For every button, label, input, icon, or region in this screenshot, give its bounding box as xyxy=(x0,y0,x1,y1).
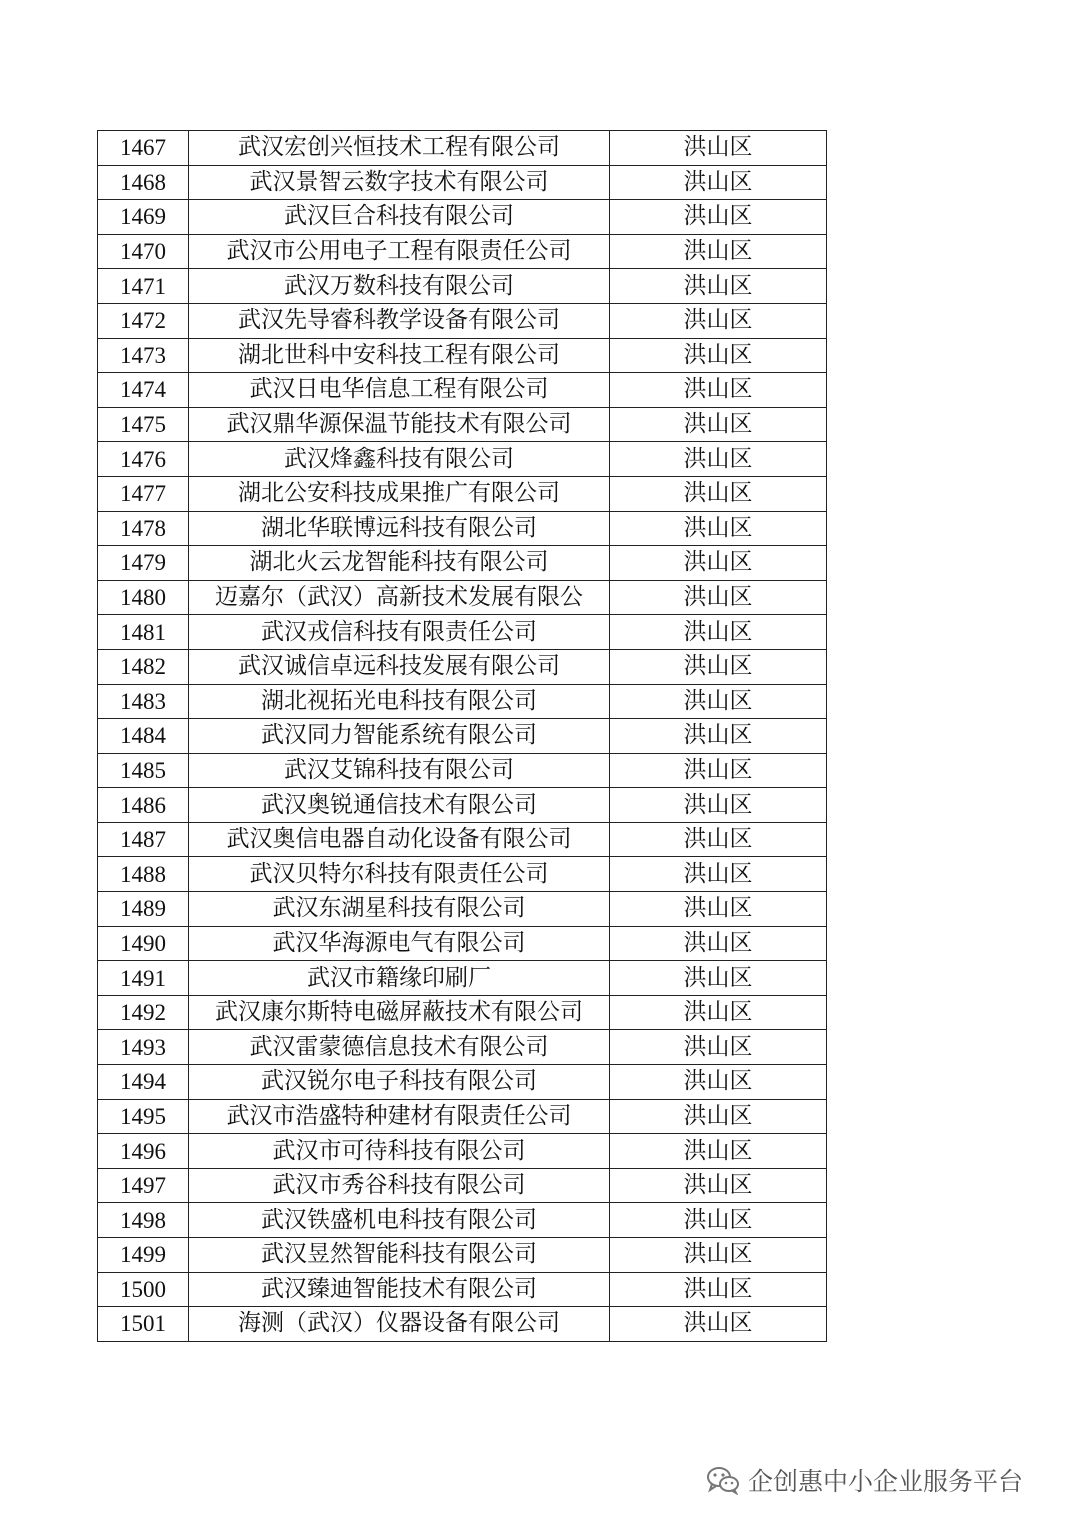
table-row xyxy=(98,857,827,892)
row-number: 1496 xyxy=(98,1134,189,1169)
row-number: 1474 xyxy=(98,373,189,408)
table-row xyxy=(98,649,827,684)
table-row xyxy=(98,511,827,546)
company-table-body xyxy=(98,131,827,1342)
district: 洪山区 xyxy=(610,892,827,927)
table-row xyxy=(98,1030,827,1065)
district: 洪山区 xyxy=(610,1238,827,1273)
table-row xyxy=(98,995,827,1030)
table-row xyxy=(98,892,827,927)
row-number: 1471 xyxy=(98,269,189,304)
table-row xyxy=(98,1134,827,1169)
table-row xyxy=(98,684,827,719)
table-row xyxy=(98,476,827,511)
company-name: 湖北公安科技成果推广有限公司 xyxy=(189,476,610,511)
district: 洪山区 xyxy=(610,1272,827,1307)
district: 洪山区 xyxy=(610,684,827,719)
company-name: 武汉同力智能系统有限公司 xyxy=(189,719,610,754)
row-number: 1469 xyxy=(98,200,189,235)
company-name: 武汉日电华信息工程有限公司 xyxy=(189,373,610,408)
company-name: 海测（武汉）仪器设备有限公司 xyxy=(189,1307,610,1342)
district: 洪山区 xyxy=(610,1099,827,1134)
row-number: 1498 xyxy=(98,1203,189,1238)
row-number: 1467 xyxy=(98,131,189,166)
company-name: 武汉贝特尔科技有限责任公司 xyxy=(189,857,610,892)
table-row xyxy=(98,200,827,235)
district: 洪山区 xyxy=(610,788,827,823)
table-row xyxy=(98,1065,827,1100)
row-number: 1499 xyxy=(98,1238,189,1273)
table-row xyxy=(98,580,827,615)
row-number: 1493 xyxy=(98,1030,189,1065)
table-row xyxy=(98,1238,827,1273)
table-row xyxy=(98,442,827,477)
company-name: 武汉铁盛机电科技有限公司 xyxy=(189,1203,610,1238)
table-row xyxy=(98,1168,827,1203)
district: 洪山区 xyxy=(610,961,827,996)
district: 洪山区 xyxy=(610,615,827,650)
row-number: 1488 xyxy=(98,857,189,892)
company-table xyxy=(97,130,827,1342)
row-number: 1480 xyxy=(98,580,189,615)
row-number: 1494 xyxy=(98,1065,189,1100)
company-name: 武汉万数科技有限公司 xyxy=(189,269,610,304)
district: 洪山区 xyxy=(610,995,827,1030)
company-name: 武汉华海源电气有限公司 xyxy=(189,926,610,961)
row-number: 1481 xyxy=(98,615,189,650)
table-row xyxy=(98,1307,827,1342)
row-number: 1497 xyxy=(98,1168,189,1203)
company-name: 武汉先导睿科教学设备有限公司 xyxy=(189,303,610,338)
row-number: 1470 xyxy=(98,234,189,269)
row-number: 1477 xyxy=(98,476,189,511)
table-row xyxy=(98,1203,827,1238)
company-name: 武汉鼎华源保温节能技术有限公司 xyxy=(189,407,610,442)
company-name: 武汉康尔斯特电磁屏蔽技术有限公司 xyxy=(189,995,610,1030)
watermark xyxy=(706,1462,1023,1498)
company-name: 武汉昱然智能科技有限公司 xyxy=(189,1238,610,1273)
table-row xyxy=(98,303,827,338)
row-number: 1485 xyxy=(98,753,189,788)
district: 洪山区 xyxy=(610,822,827,857)
district: 洪山区 xyxy=(610,1065,827,1100)
table-row xyxy=(98,753,827,788)
table-row xyxy=(98,788,827,823)
row-number: 1484 xyxy=(98,719,189,754)
district: 洪山区 xyxy=(610,338,827,373)
table-row xyxy=(98,338,827,373)
district: 洪山区 xyxy=(610,511,827,546)
row-number: 1491 xyxy=(98,961,189,996)
table-row xyxy=(98,719,827,754)
company-name: 武汉锐尔电子科技有限公司 xyxy=(189,1065,610,1100)
district: 洪山区 xyxy=(610,476,827,511)
district: 洪山区 xyxy=(610,719,827,754)
company-name: 武汉市公用电子工程有限责任公司 xyxy=(189,234,610,269)
district: 洪山区 xyxy=(610,200,827,235)
company-name: 武汉东湖星科技有限公司 xyxy=(189,892,610,927)
company-name: 武汉艾锦科技有限公司 xyxy=(189,753,610,788)
table-row xyxy=(98,131,827,166)
district: 洪山区 xyxy=(610,1307,827,1342)
row-number: 1486 xyxy=(98,788,189,823)
company-name: 武汉市籍缘印刷厂 xyxy=(189,961,610,996)
company-name: 武汉臻迪智能技术有限公司 xyxy=(189,1272,610,1307)
table-row xyxy=(98,546,827,581)
row-number: 1501 xyxy=(98,1307,189,1342)
table-row xyxy=(98,926,827,961)
company-name: 武汉市可待科技有限公司 xyxy=(189,1134,610,1169)
company-name: 武汉景智云数字技术有限公司 xyxy=(189,165,610,200)
wechat-icon xyxy=(706,1465,740,1495)
company-name: 湖北世科中安科技工程有限公司 xyxy=(189,338,610,373)
row-number: 1483 xyxy=(98,684,189,719)
district: 洪山区 xyxy=(610,649,827,684)
district: 洪山区 xyxy=(610,373,827,408)
district: 洪山区 xyxy=(610,234,827,269)
company-name: 武汉戎信科技有限责任公司 xyxy=(189,615,610,650)
district: 洪山区 xyxy=(610,131,827,166)
district: 洪山区 xyxy=(610,1203,827,1238)
row-number: 1487 xyxy=(98,822,189,857)
district: 洪山区 xyxy=(610,269,827,304)
district: 洪山区 xyxy=(610,1134,827,1169)
row-number: 1476 xyxy=(98,442,189,477)
company-name: 武汉巨合科技有限公司 xyxy=(189,200,610,235)
company-name: 武汉烽鑫科技有限公司 xyxy=(189,442,610,477)
row-number: 1490 xyxy=(98,926,189,961)
district: 洪山区 xyxy=(610,1168,827,1203)
row-number: 1475 xyxy=(98,407,189,442)
row-number: 1495 xyxy=(98,1099,189,1134)
row-number: 1479 xyxy=(98,546,189,581)
company-name: 湖北视拓光电科技有限公司 xyxy=(189,684,610,719)
company-name: 武汉诚信卓远科技发展有限公司 xyxy=(189,649,610,684)
company-name: 武汉奥信电器自动化设备有限公司 xyxy=(189,822,610,857)
company-name: 武汉市浩盛特种建材有限责任公司 xyxy=(189,1099,610,1134)
row-number: 1473 xyxy=(98,338,189,373)
district: 洪山区 xyxy=(610,546,827,581)
district: 洪山区 xyxy=(610,926,827,961)
row-number: 1500 xyxy=(98,1272,189,1307)
table-row xyxy=(98,1272,827,1307)
district: 洪山区 xyxy=(610,442,827,477)
table-row xyxy=(98,961,827,996)
company-name: 武汉宏创兴恒技术工程有限公司 xyxy=(189,131,610,166)
row-number: 1478 xyxy=(98,511,189,546)
district: 洪山区 xyxy=(610,1030,827,1065)
table-row xyxy=(98,165,827,200)
company-name: 湖北华联博远科技有限公司 xyxy=(189,511,610,546)
district: 洪山区 xyxy=(610,753,827,788)
row-number: 1492 xyxy=(98,995,189,1030)
table-row xyxy=(98,822,827,857)
row-number: 1472 xyxy=(98,303,189,338)
company-name: 湖北火云龙智能科技有限公司 xyxy=(189,546,610,581)
table-row xyxy=(98,269,827,304)
table-row xyxy=(98,373,827,408)
row-number: 1468 xyxy=(98,165,189,200)
company-name: 武汉市秀谷科技有限公司 xyxy=(189,1168,610,1203)
watermark-text: 企创惠中小企业服务平台 xyxy=(748,1467,1024,1496)
district: 洪山区 xyxy=(610,165,827,200)
district: 洪山区 xyxy=(610,303,827,338)
row-number: 1489 xyxy=(98,892,189,927)
table-row xyxy=(98,234,827,269)
company-name: 迈嘉尔（武汉）高新技术发展有限公 xyxy=(189,580,610,615)
district: 洪山区 xyxy=(610,857,827,892)
table-row xyxy=(98,615,827,650)
district: 洪山区 xyxy=(610,580,827,615)
company-name: 武汉雷蒙德信息技术有限公司 xyxy=(189,1030,610,1065)
company-name: 武汉奥锐通信技术有限公司 xyxy=(189,788,610,823)
row-number: 1482 xyxy=(98,649,189,684)
table-row xyxy=(98,1099,827,1134)
district: 洪山区 xyxy=(610,407,827,442)
table-row xyxy=(98,407,827,442)
